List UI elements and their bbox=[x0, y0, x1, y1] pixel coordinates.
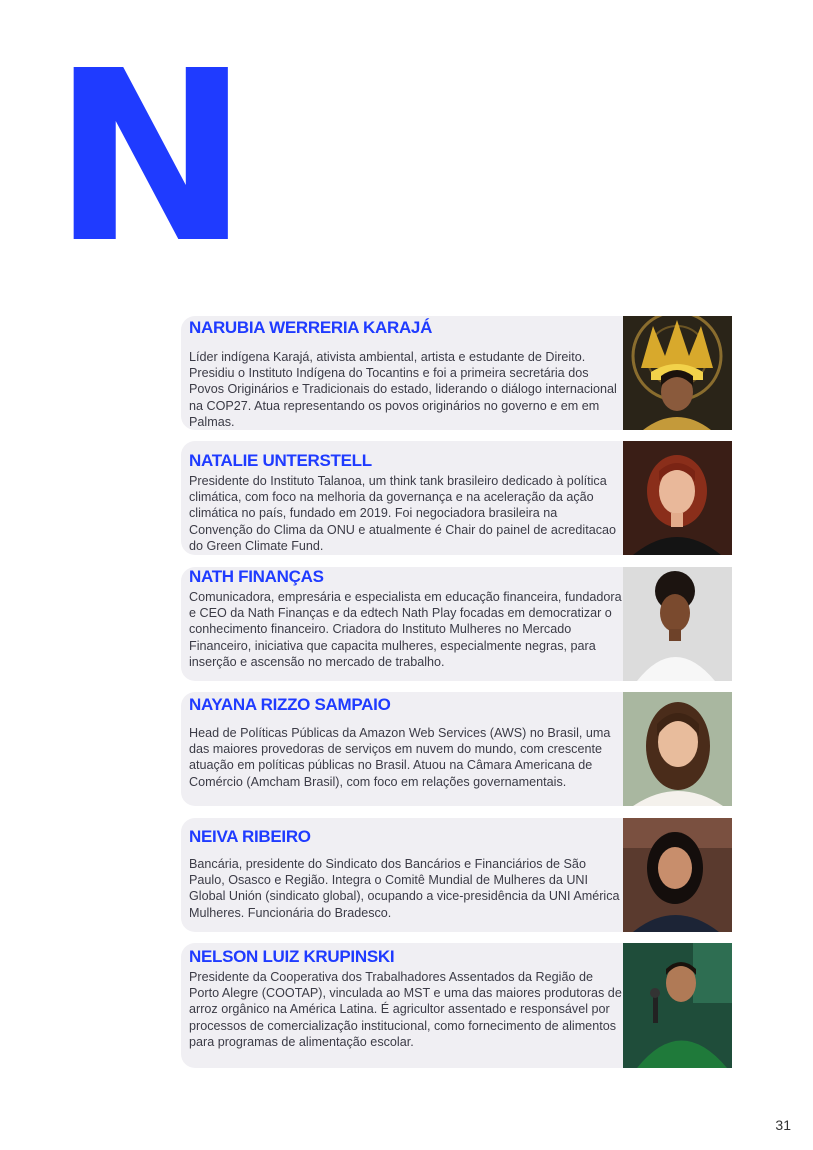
profile-text bbox=[189, 567, 623, 670]
profile-bio: Líder indígena Karajá, ativista ambiental, artista e estudante de Direito. Presidiu o Instituto Indígena do Tocantins e foi a primeira secretária dos Povos Originários e Tradicionais do estado, liderando o diálogo internacional na COP27. Atua representando os povos originários no governo e em em Palmas. bbox=[189, 350, 617, 429]
profile-bio: Bancária, presidente do Sindicato dos Bancários e Financiários de São Paulo, Osasco e Região. Integra o Comitê Mundial de Mulheres da UNI Global Unión (sindicato global), ocupando a vice-presidência da UNI América Mulheres. Funcionária do Bradesco. bbox=[189, 857, 620, 920]
profile-name: NAYANA RIZZO SAMPAIO bbox=[189, 695, 391, 714]
profile-bio: Comunicadora, empresária e especialista em educação financeira, fundadora e CEO da Nath Finanças e da edtech Nath Play focadas em democratizar o conhecimento financeiro. Criadora do Instituto Mulheres no Mercado Financeiro, iniciativa que capacita mulheres, especialmente negras, para inserção e ascensão no mercado de trabalho. bbox=[189, 590, 622, 669]
portrait-image bbox=[623, 943, 732, 1068]
profile-card bbox=[181, 567, 732, 681]
profile-text bbox=[189, 943, 623, 1050]
profile-card bbox=[181, 943, 732, 1068]
profile-card bbox=[181, 692, 732, 806]
profile-card bbox=[181, 441, 732, 555]
portrait-image bbox=[623, 567, 732, 681]
portrait-image bbox=[623, 441, 732, 555]
profile-name: NATALIE UNTERSTELL bbox=[189, 451, 372, 470]
profile-bio: Presidente do Instituto Talanoa, um think tank brasileiro dedicado à política climática, com foco na melhoria da governança e na aceleração da ação climática no país, fundado em 2019. Foi negociadora brasileira na Convenção do Clima da ONU e atualmente é Chair do painel de acreditacao do Green Climate Fund. bbox=[189, 474, 617, 553]
profile-name: NARUBIA WERRERIA KARAJÁ bbox=[189, 318, 433, 337]
profile-text bbox=[189, 818, 623, 921]
profile-card bbox=[181, 818, 732, 932]
profile-name: NELSON LUIZ KRUPINSKI bbox=[189, 947, 395, 966]
portrait-image bbox=[623, 692, 732, 806]
page-number: 31 bbox=[775, 1117, 791, 1133]
profile-photo bbox=[623, 692, 732, 806]
profile-photo bbox=[623, 943, 732, 1068]
section-letter: N bbox=[52, 20, 246, 295]
portrait-image bbox=[623, 316, 732, 430]
profile-bio: Presidente da Cooperativa dos Trabalhadores Assentados da Região de Porto Alegre (COOTAP), vinculada ao MST e uma das maiores produtoras de arroz orgânico na América Latina. É agricultor assentado e responsável por processos de comercialização institucional, como fornecimento de alimentos para programas de alimentação escolar. bbox=[189, 970, 622, 1049]
profile-text bbox=[189, 692, 623, 790]
profile-name: NEIVA RIBEIRO bbox=[189, 827, 311, 846]
profile-bio: Head de Políticas Públicas da Amazon Web Services (AWS) no Brasil, uma das maiores provedoras de serviços em nuvem do mundo, com crescente atuação em políticas públicas no Brasil. Atuou na Câmara Americana de Comércio (Amcham Brasil), com foco em relações governamentais. bbox=[189, 726, 611, 789]
profile-photo bbox=[623, 818, 732, 932]
profile-photo bbox=[623, 316, 732, 430]
profile-text bbox=[189, 316, 623, 430]
profile-photo bbox=[623, 567, 732, 681]
profile-photo bbox=[623, 441, 732, 555]
profile-card bbox=[181, 316, 732, 430]
profile-name: NATH FINANÇAS bbox=[189, 567, 324, 586]
profile-text bbox=[189, 441, 623, 554]
portrait-image bbox=[623, 818, 732, 932]
